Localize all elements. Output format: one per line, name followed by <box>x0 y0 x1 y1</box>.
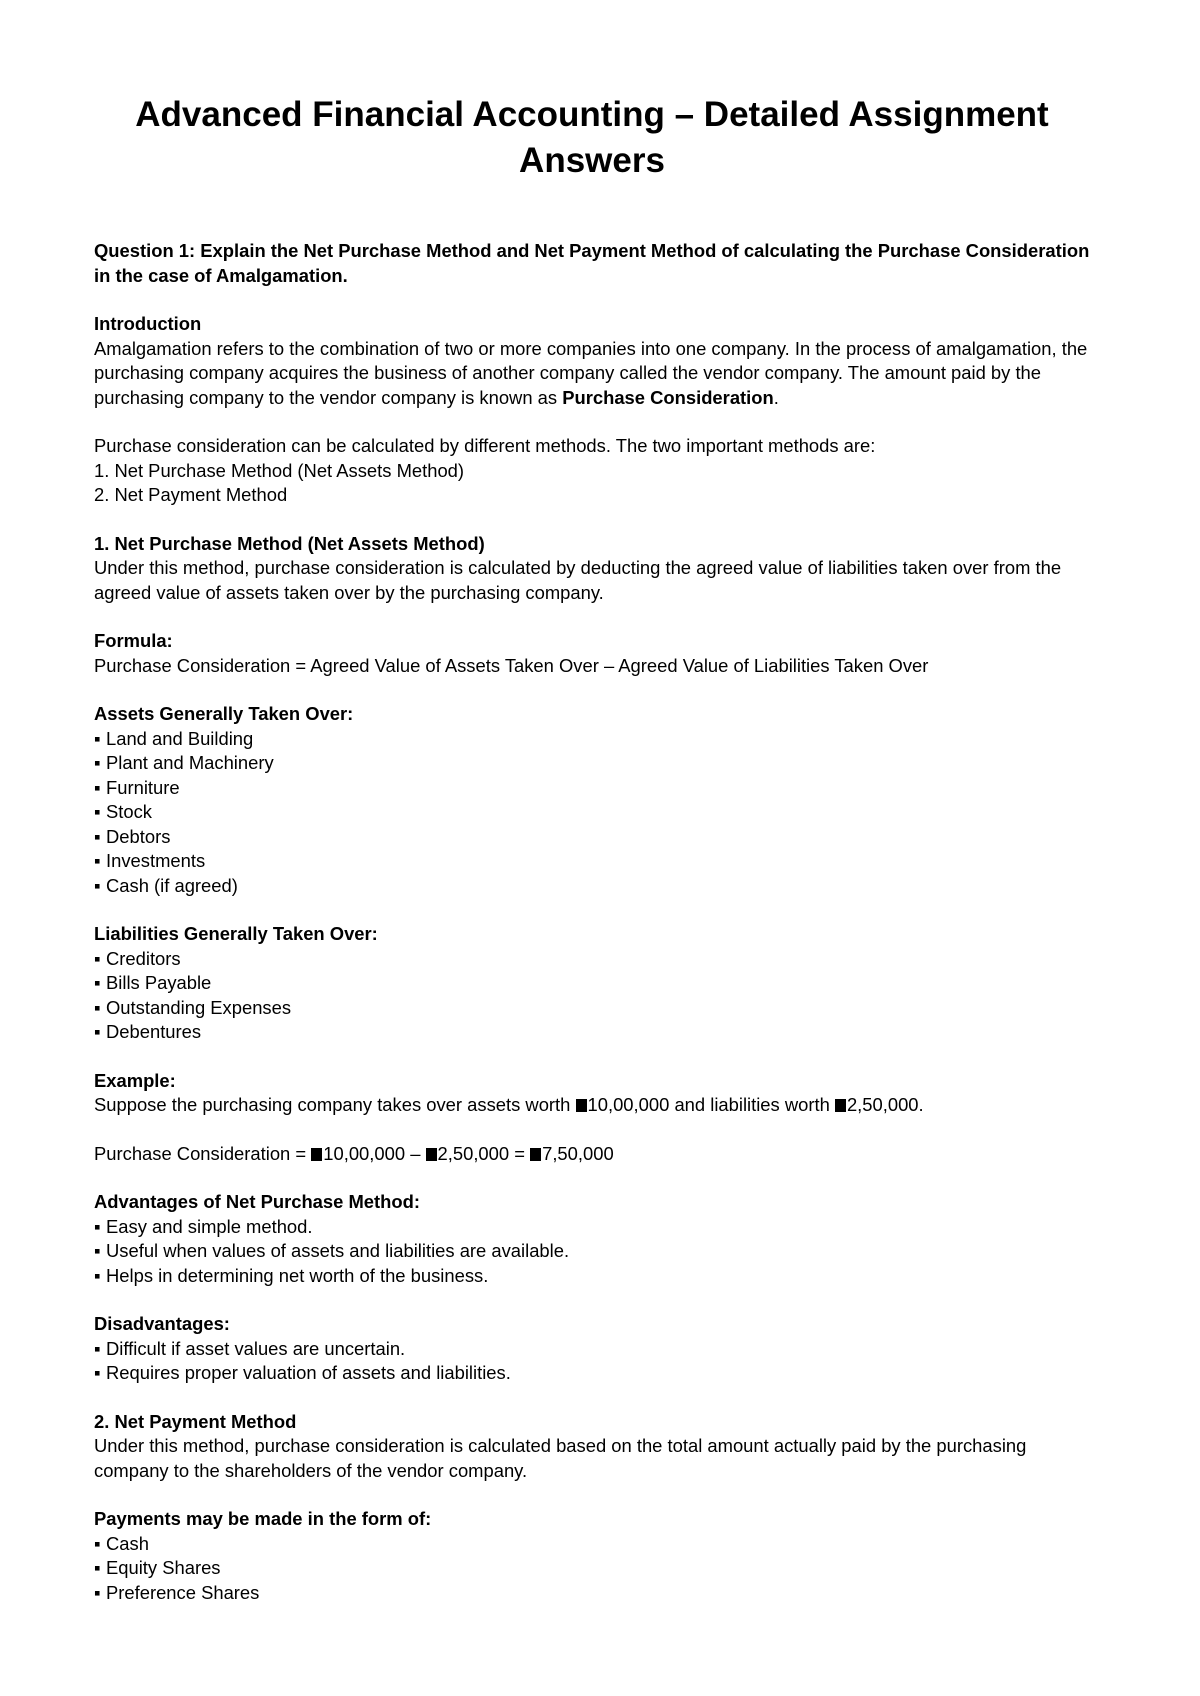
amount-value: 2,50,000 <box>437 1142 510 1164</box>
net-purchase-section <box>94 532 1090 606</box>
bullet-icon: ▪ <box>94 1557 101 1578</box>
list-item-text: Debentures <box>106 1021 202 1042</box>
list-item <box>94 1264 1090 1289</box>
list-item-text: Outstanding Expenses <box>106 996 292 1018</box>
list-item-text: Preference Shares <box>106 1581 260 1603</box>
advantages-section <box>94 1190 1090 1288</box>
bullet-icon: ▪ <box>94 1581 101 1603</box>
list-item <box>94 776 1090 801</box>
introduction-section <box>94 312 1090 410</box>
list-item <box>94 1215 1090 1240</box>
net-payment-text: Under this method, purchase consideration is calculated based on the total amount actually paid by the purchasing company to the shareholders of the vendor company. <box>94 1435 1027 1481</box>
calculation-line <box>94 1142 1090 1167</box>
methods-intro-lead: Purchase consideration can be calculated by different methods. The two important methods are: <box>94 435 876 456</box>
list-item <box>94 947 1090 972</box>
amount-value: 7,50,000 <box>542 1142 614 1164</box>
list-item-text: Debtors <box>106 825 171 847</box>
assets-section <box>94 702 1090 898</box>
list-item <box>94 1581 1090 1606</box>
formula-section <box>94 629 1090 678</box>
formula-text: Purchase Consideration = Agreed Value of Assets Taken Over – Agreed Value of Liabilities Taken Over <box>94 654 929 676</box>
list-item-text: Creditors <box>106 947 181 969</box>
list-item-text: Useful when values of assets and liabilities are available. <box>106 1240 570 1261</box>
bullet-icon: ▪ <box>94 874 101 896</box>
list-item <box>94 751 1090 776</box>
example-calculation <box>94 1142 1090 1167</box>
payments-heading: Payments may be made in the form of: <box>94 1508 432 1529</box>
example-text: and liabilities worth <box>669 1094 835 1115</box>
example-text: . <box>918 1094 924 1115</box>
bullet-icon: ▪ <box>94 1532 101 1554</box>
example-text: Suppose the purchasing company takes over assets worth <box>94 1094 576 1115</box>
payments-section <box>94 1507 1090 1605</box>
bullet-icon: ▪ <box>94 776 101 798</box>
liabilities-list <box>94 947 1090 1045</box>
introduction-text-end: . <box>773 386 779 408</box>
list-item-text: Bills Payable <box>106 972 212 993</box>
payments-list <box>94 1532 1090 1606</box>
currency-symbol-icon <box>835 1099 846 1112</box>
disadvantages-heading: Disadvantages: <box>94 1313 230 1334</box>
introduction-heading: Introduction <box>94 313 202 334</box>
method-item-1: 1. Net Purchase Method (Net Assets Method) <box>94 459 465 481</box>
list-item <box>94 849 1090 874</box>
list-item-text: Plant and Machinery <box>106 752 274 773</box>
calculation-text: Purchase Consideration = <box>94 1142 312 1164</box>
bullet-icon: ▪ <box>94 947 101 969</box>
bullet-icon: ▪ <box>94 850 101 871</box>
advantages-list <box>94 1215 1090 1289</box>
currency-symbol-icon <box>576 1099 587 1112</box>
bullet-icon: ▪ <box>94 1240 101 1261</box>
currency-symbol-icon <box>311 1148 322 1161</box>
example-heading: Example: <box>94 1069 176 1091</box>
purchase-consideration-term: Purchase Consideration <box>562 386 774 408</box>
net-purchase-heading: 1. Net Purchase Method (Net Assets Method) <box>94 532 485 554</box>
document-title: Advanced Financial Accounting – Detailed Assignment Answers <box>135 95 1049 180</box>
list-item-text: Easy and simple method. <box>106 1215 313 1237</box>
formula-heading: Formula: <box>94 630 173 651</box>
list-item <box>94 1020 1090 1045</box>
list-item-text: Equity Shares <box>106 1557 221 1578</box>
list-item-text: Furniture <box>106 776 180 798</box>
methods-intro-section <box>94 434 1090 508</box>
liabilities-section <box>94 922 1090 1045</box>
bullet-icon: ▪ <box>94 825 101 847</box>
amount-value: 10,00,000 <box>587 1094 670 1115</box>
amount-value: 2,50,000 <box>846 1094 919 1115</box>
list-item-text: Investments <box>106 850 206 871</box>
list-item <box>94 971 1090 996</box>
currency-symbol-icon <box>530 1148 541 1161</box>
list-item <box>94 727 1090 752</box>
bullet-icon: ▪ <box>94 972 101 993</box>
list-item <box>94 874 1090 899</box>
list-item-text: Cash (if agreed) <box>106 874 238 896</box>
list-item-text: Cash <box>106 1532 149 1554</box>
bullet-icon: ▪ <box>94 1264 101 1286</box>
bullet-icon: ▪ <box>94 752 101 773</box>
net-payment-section <box>94 1410 1090 1484</box>
list-item <box>94 800 1090 825</box>
introduction-text: Amalgamation refers to the combination of two or more companies into one company. In the process of amalgamation, the purchasing company acquires the business of another company called the vendor company. The amount paid by the purchasing company to the vendor company is known as <box>94 337 1088 408</box>
list-item-text: Helps in determining net worth of the business. <box>106 1264 489 1286</box>
method-item-2: 2. Net Payment Method <box>94 484 288 505</box>
bullet-icon: ▪ <box>94 1215 101 1237</box>
net-payment-heading: 2. Net Payment Method <box>94 1410 297 1432</box>
calculation-text: – <box>405 1142 426 1164</box>
example-line <box>94 1093 1090 1118</box>
question-1: Question 1: Explain the Net Purchase Method and Net Payment Method of calculating the Purchase Consideration in the case of Amalgamation. <box>94 240 1090 286</box>
bullet-icon: ▪ <box>94 1362 101 1383</box>
assets-heading: Assets Generally Taken Over: <box>94 703 354 724</box>
list-item-text: Difficult if asset values are uncertain. <box>106 1337 406 1359</box>
liabilities-heading: Liabilities Generally Taken Over: <box>94 923 378 944</box>
list-item <box>94 1239 1090 1264</box>
disadvantages-section <box>94 1312 1090 1386</box>
disadvantages-list <box>94 1337 1090 1386</box>
list-item <box>94 1532 1090 1557</box>
currency-symbol-icon <box>426 1148 437 1161</box>
bullet-icon: ▪ <box>94 727 101 749</box>
list-item-text: Stock <box>106 801 152 822</box>
list-item <box>94 996 1090 1021</box>
list-item <box>94 1337 1090 1362</box>
amount-value: 10,00,000 <box>323 1142 406 1164</box>
bullet-icon: ▪ <box>94 996 101 1018</box>
bullet-icon: ▪ <box>94 1021 101 1042</box>
calculation-text: = <box>509 1142 531 1164</box>
example-section <box>94 1069 1090 1118</box>
list-item-text: Requires proper valuation of assets and liabilities. <box>106 1362 511 1383</box>
net-purchase-text: Under this method, purchase consideration is calculated by deducting the agreed value of liabilities taken over from the agreed value of assets taken over by the purchasing company. <box>94 557 1062 603</box>
list-item <box>94 825 1090 850</box>
list-item <box>94 1361 1090 1386</box>
list-item <box>94 1556 1090 1581</box>
advantages-heading: Advantages of Net Purchase Method: <box>94 1191 420 1212</box>
assets-list <box>94 727 1090 899</box>
bullet-icon: ▪ <box>94 1337 101 1359</box>
bullet-icon: ▪ <box>94 801 101 822</box>
list-item-text: Land and Building <box>106 727 254 749</box>
